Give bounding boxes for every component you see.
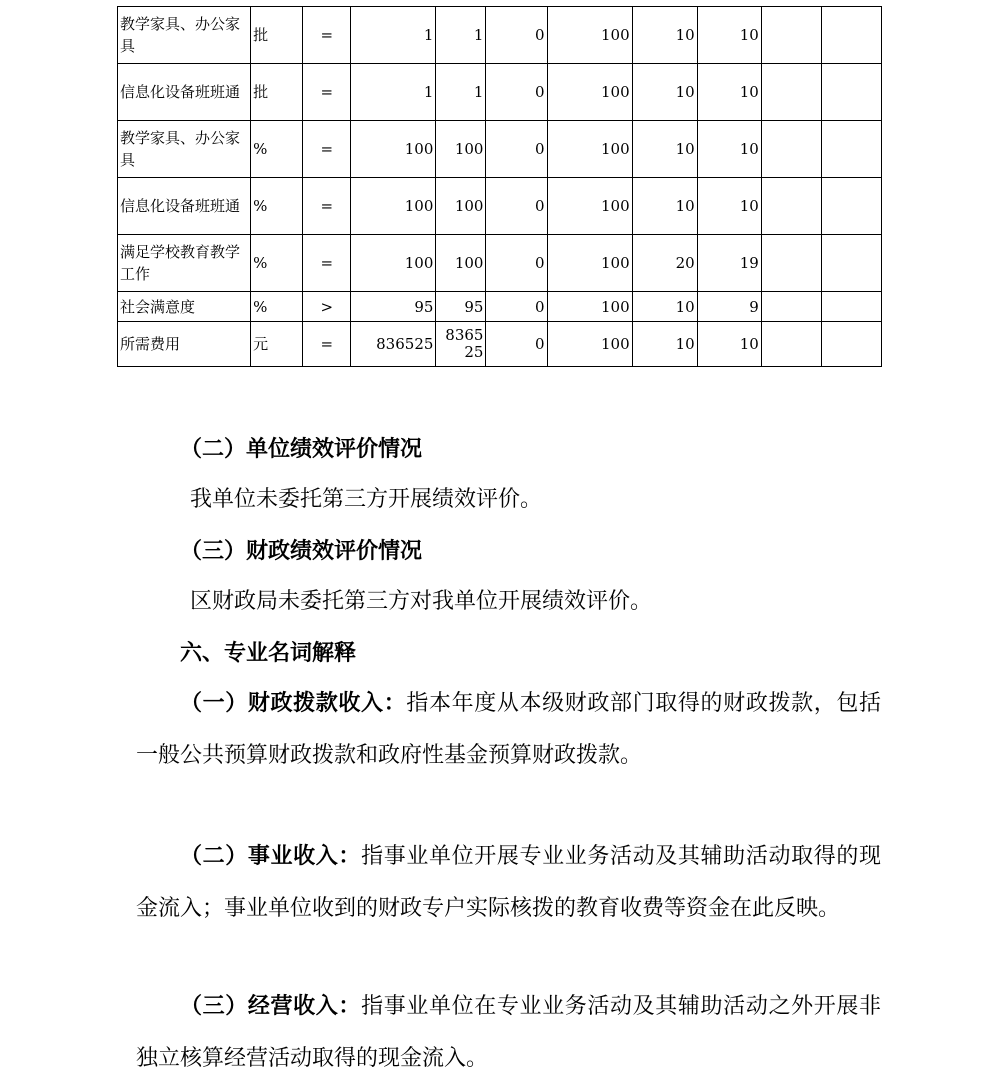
table-cell-c5: 10 xyxy=(632,7,697,64)
table-cell-unit: 批 xyxy=(251,64,303,121)
table-cell-unit: % xyxy=(251,178,303,235)
table-row xyxy=(118,7,882,64)
table-cell-c8 xyxy=(821,235,881,292)
table-cell-name: 社会满意度 xyxy=(118,292,251,322)
table-cell-c8 xyxy=(821,178,881,235)
table-cell-c3: 0 xyxy=(486,64,547,121)
table-cell-op: = xyxy=(303,121,351,178)
table-cell-target: 1 xyxy=(351,7,436,64)
table-cell-actual: 836525 xyxy=(436,322,486,367)
table-cell-name: 教学家具、办公家具 xyxy=(118,7,251,64)
table-cell-op: = xyxy=(303,7,351,64)
table-row xyxy=(118,235,882,292)
table-cell-c6: 10 xyxy=(697,322,761,367)
glossary-text: 指事业单位在专业业务活动及其辅助活动之外开展非独立核算经营活动取得的现金流入。 xyxy=(136,994,881,1071)
glossary-text: 指本年度从本级财政部门取得的财政拨款，包括一般公共预算财政拨款和政府性基金预算财政拨款。 xyxy=(136,691,881,768)
table-cell-c6: 10 xyxy=(697,121,761,178)
table-cell-actual: 1 xyxy=(436,64,486,121)
table-cell-c3: 0 xyxy=(486,178,547,235)
table-cell-c6: 9 xyxy=(697,292,761,322)
table-cell-c4: 100 xyxy=(547,235,632,292)
table-cell-op: > xyxy=(303,292,351,322)
table-cell-actual: 95 xyxy=(436,292,486,322)
table-cell-c7 xyxy=(761,322,821,367)
table-cell-unit: % xyxy=(251,235,303,292)
table-cell-actual: 100 xyxy=(436,121,486,178)
glossary-item-fiscal xyxy=(136,677,881,782)
table-cell-c7 xyxy=(761,235,821,292)
table-cell-op: = xyxy=(303,322,351,367)
table-cell-c4: 100 xyxy=(547,322,632,367)
table-cell-op: = xyxy=(303,178,351,235)
table-cell-target: 100 xyxy=(351,178,436,235)
table-cell-target: 1 xyxy=(351,64,436,121)
glossary-term: （一）财政拨款收入： xyxy=(180,690,407,716)
table-cell-name: 教学家具、办公家具 xyxy=(118,121,251,178)
table-cell-c6: 19 xyxy=(697,235,761,292)
unit-eval-text: 我单位未委托第三方开展绩效评价。 xyxy=(190,487,543,512)
table-cell-c7 xyxy=(761,178,821,235)
glossary-text: 指事业单位开展专业业务活动及其辅助活动取得的现金流入；事业单位收到的财政专户实际核拨的教育收费等资金在此反映。 xyxy=(136,844,881,921)
performance-table xyxy=(117,6,882,367)
table-cell-c4: 100 xyxy=(547,121,632,178)
table-cell-actual: 100 xyxy=(436,235,486,292)
table-cell-c4: 100 xyxy=(547,178,632,235)
table-cell-name: 满足学校教育教学工作 xyxy=(118,235,251,292)
table-cell-name: 信息化设备班班通 xyxy=(118,178,251,235)
table-cell-c8 xyxy=(821,322,881,367)
glossary-term: （二）事业收入： xyxy=(180,843,362,869)
table-cell-target: 100 xyxy=(351,235,436,292)
table-row xyxy=(118,64,882,121)
glossary-item-business xyxy=(136,980,881,1085)
glossary-heading: 六、专业名词解释 xyxy=(180,640,357,666)
glossary-term: （三）经营收入： xyxy=(180,993,362,1019)
table-cell-c3: 0 xyxy=(486,235,547,292)
table-cell-op: = xyxy=(303,64,351,121)
table-cell-c5: 20 xyxy=(632,235,697,292)
table-cell-c8 xyxy=(821,121,881,178)
table-cell-name: 所需费用 xyxy=(118,322,251,367)
table-cell-c8 xyxy=(821,7,881,64)
table-row xyxy=(118,178,882,235)
table-cell-target: 95 xyxy=(351,292,436,322)
table-cell-c3: 0 xyxy=(486,292,547,322)
table-cell-c3: 0 xyxy=(486,7,547,64)
table-row xyxy=(118,121,882,178)
table-cell-name: 信息化设备班班通 xyxy=(118,64,251,121)
table-cell-c5: 10 xyxy=(632,121,697,178)
table-cell-c7 xyxy=(761,64,821,121)
table-cell-c7 xyxy=(761,292,821,322)
table-cell-c3: 0 xyxy=(486,322,547,367)
table-cell-c4: 100 xyxy=(547,292,632,322)
table-cell-unit: % xyxy=(251,292,303,322)
table-cell-target: 836525 xyxy=(351,322,436,367)
finance-eval-heading: （三）财政绩效评价情况 xyxy=(180,538,423,564)
table-cell-c6: 10 xyxy=(697,7,761,64)
table-cell-c6: 10 xyxy=(697,178,761,235)
finance-eval-text: 区财政局未委托第三方对我单位开展绩效评价。 xyxy=(190,589,653,614)
glossary-item-career xyxy=(136,830,881,935)
table-cell-unit: 批 xyxy=(251,7,303,64)
table-cell-c4: 100 xyxy=(547,64,632,121)
table-cell-c8 xyxy=(821,292,881,322)
table-cell-c7 xyxy=(761,121,821,178)
table-cell-c5: 10 xyxy=(632,178,697,235)
table-cell-c4: 100 xyxy=(547,7,632,64)
table-row xyxy=(118,322,882,367)
table-cell-op: = xyxy=(303,235,351,292)
table-cell-c7 xyxy=(761,7,821,64)
table-cell-actual: 1 xyxy=(436,7,486,64)
table-cell-target: 100 xyxy=(351,121,436,178)
table-row xyxy=(118,292,882,322)
table-cell-c8 xyxy=(821,64,881,121)
table-cell-c5: 10 xyxy=(632,64,697,121)
unit-eval-heading: （二）单位绩效评价情况 xyxy=(180,436,423,462)
table-cell-c5: 10 xyxy=(632,292,697,322)
table-cell-actual: 100 xyxy=(436,178,486,235)
table-cell-c5: 10 xyxy=(632,322,697,367)
table-cell-c3: 0 xyxy=(486,121,547,178)
table-cell-c6: 10 xyxy=(697,64,761,121)
table-cell-unit: 元 xyxy=(251,322,303,367)
table-cell-unit: % xyxy=(251,121,303,178)
